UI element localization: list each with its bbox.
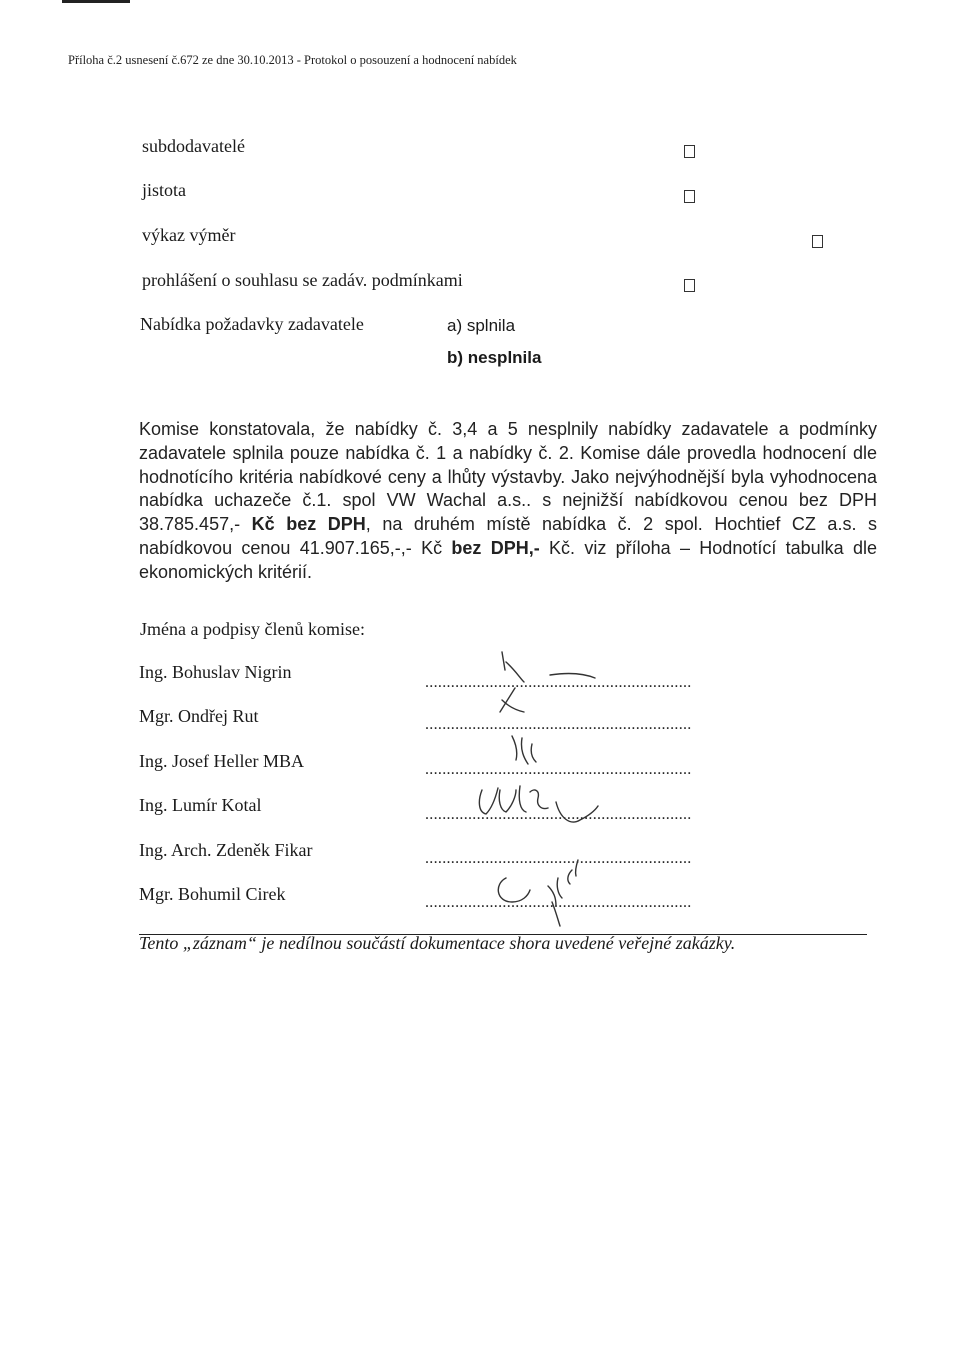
member-name: Ing. Lumír Kotal [139,795,262,815]
requirements-label: Nabídka požadavky zadavatele [140,314,364,334]
signature-cirek [498,878,562,926]
signature-nigrin [502,652,595,682]
member-name: Ing. Arch. Zdeněk Fikar [139,840,313,860]
checkbox-consent-declaration[interactable] [684,279,695,292]
signature-kotal [479,786,598,822]
signature-line: .............................................................. [425,716,692,733]
paragraph-part-2: , na druhém místě nabídka č. 2 spol. Hochtief CZ a.s. s nabídkovou cenou 41.907.165,-,- Kč [139,514,877,558]
page-header: Příloha č.2 usnesení č.672 ze dne 30.10.2013 - Protokol o posouzení a hodnocení nabídek [68,53,517,67]
checklist-item-consent-declaration: prohlášení o souhlasu se zadáv. podmínkami [142,270,463,290]
signature-line: .............................................................. [425,806,692,823]
member-name: Ing. Bohuslav Nigrin [139,662,292,682]
members-title: Jména a podpisy členů komise: [140,619,365,639]
signature-line: .............................................................. [425,894,692,911]
signature-heller [512,736,536,764]
option-fulfilled: a) splnila [447,316,516,335]
checkbox-subcontractors[interactable] [684,145,695,158]
commission-findings-paragraph [139,418,877,585]
checklist-item-subcontractors: subdodavatelé [142,136,245,156]
checklist-item-bill-of-quantities: výkaz výměr [142,225,236,245]
member-name: Ing. Josef Heller MBA [139,751,304,771]
member-name: Mgr. Bohumil Cirek [139,884,286,904]
checkbox-bill-of-quantities[interactable] [812,235,823,248]
checkbox-guarantee[interactable] [684,190,695,203]
option-not-fulfilled: b) nesplnila [447,348,542,367]
signature-fikar [568,860,578,884]
member-name: Mgr. Ondřej Rut [139,706,259,726]
paragraph-bold-2: bez DPH,- [451,537,540,558]
top-edge-line [62,0,130,3]
paragraph-part-1: Komise konstatovala, že nabídky č. 3,4 a 5 nesplnily nabídky zadavatele a podmínky zadavatele splnila pouze nabídka č. 1 a nabídky č. 2. Komise dále provedla hodnocení dle hodnotícího kritéria nabídkové ceny a lhůty výstavby. Jako nejvýhodnější byla vyhodnocena nabídka uchazeče č.1. spol VW Wachal a.s.. s nejnižší nabídkovou cenou bez DPH 38.785.457,- [139,419,877,535]
footer-note: Tento „záznam“ je nedílnou součástí dokumentace shora uvedené veřejné zakázky. [139,933,736,953]
paragraph-bold-1: Kč bez DPH [251,514,366,535]
paragraph-part-3: Kč. viz příloha – Hodnotící tabulka dle ekonomických kritérií. [139,537,877,582]
signature-line: .............................................................. [425,761,692,778]
handwritten-signatures [420,640,740,930]
signature-line: .............................................................. [425,674,692,691]
signature-rut [500,688,524,712]
checklist-item-guarantee: jistota [142,180,186,200]
signature-line: .............................................................. [425,850,692,867]
